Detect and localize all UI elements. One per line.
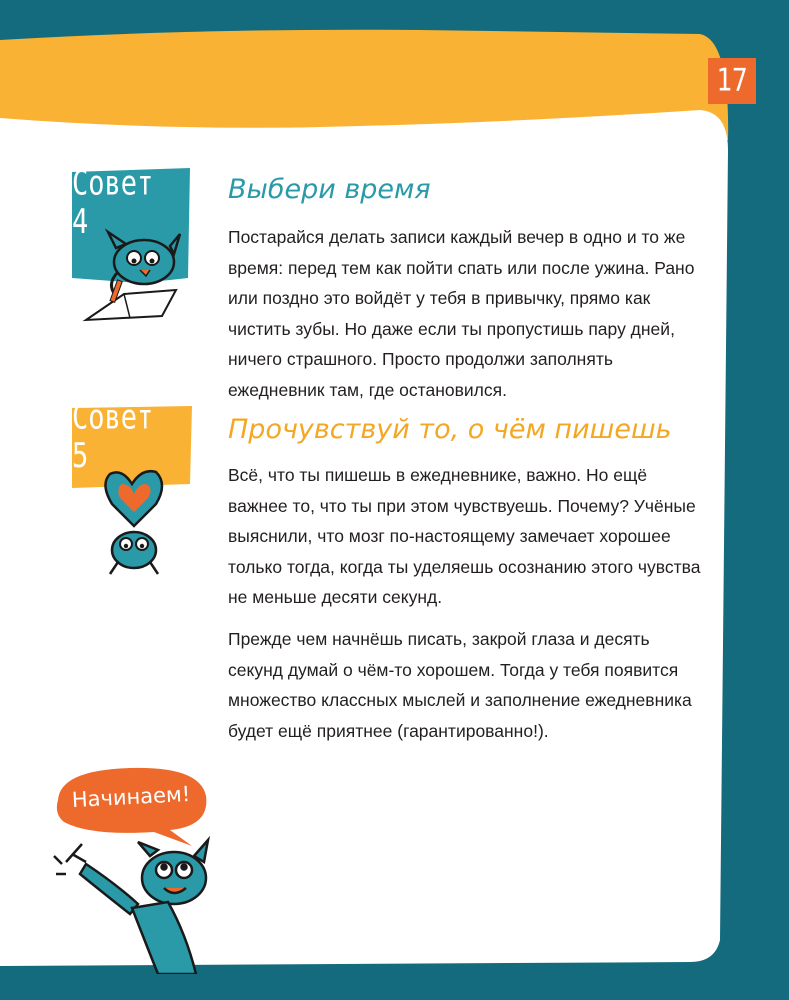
tip5-title: Прочувствуй то, о чём пишешь xyxy=(228,414,672,445)
speech-bubble-text: Начинаем! xyxy=(71,781,191,813)
page-number: 17 xyxy=(716,63,748,99)
owl-heart-icon xyxy=(105,471,162,574)
tip5-paragraph-2: Прежде чем начнёшь писать, закрой глаза и десять секунд думай о чём-то хорошем. Тогда у тебя появится множество классных мыслей и заполнение ежедневника будет ещё приятнее (гарантированно!). xyxy=(228,629,692,741)
tip4-title: Выбери время xyxy=(228,174,431,205)
tip4-text: Постарайся делать записи каждый вечер в одно и то же время: перед тем как пойти спать или после ужина. Рано или поздно это войдёт у тебя в привычку, прямо как чистить зубы. Но даже если ты пропустишь пару дней, ничего страшного. Просто продолжи заполнять ежедневник там, где остановился. xyxy=(228,227,695,400)
tip5-label: Совет 5 xyxy=(72,398,154,476)
tip4-label: Совет 4 xyxy=(72,164,154,242)
owl-cheering-icon xyxy=(46,834,226,974)
tip5-paragraph-1: Всё, что ты пишешь в ежедневнике, важно. Но ещё важнее то, что ты при этом чувствуешь. Почему? Учёные выяснили, что мозг по-настоящему замечает хорошее только тогда, когда ты уделяешь осознанию этого чувства не меньше десяти секунд. xyxy=(228,465,701,607)
